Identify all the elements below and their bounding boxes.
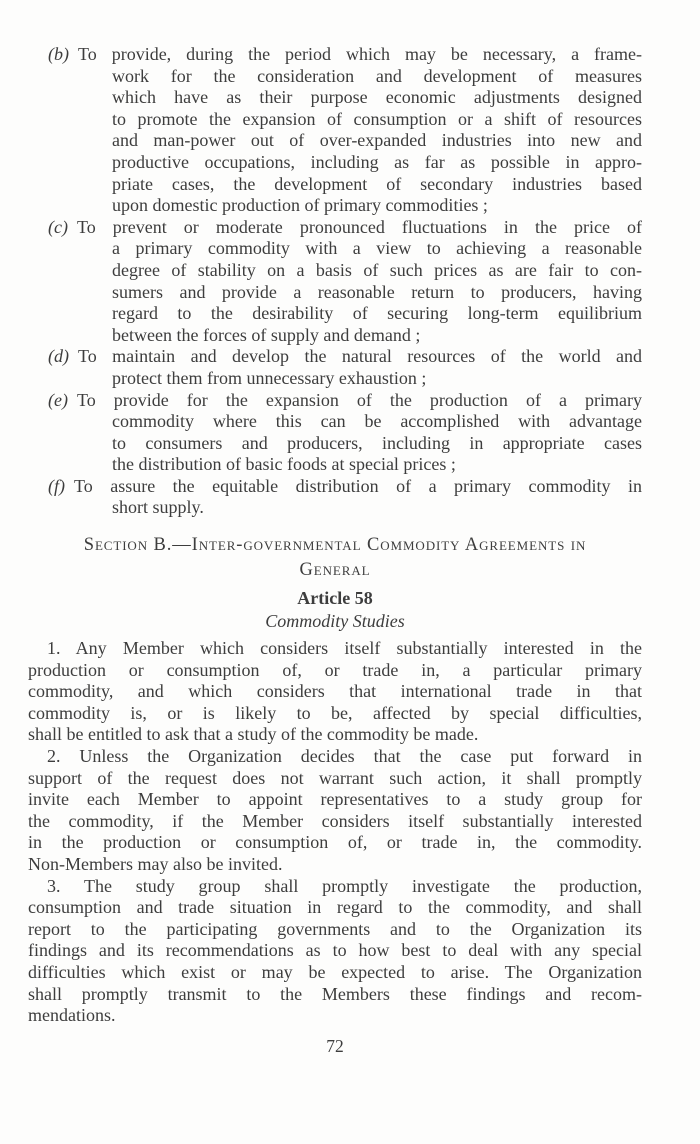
section-heading — [28, 533, 642, 583]
text-line: protect them from unnecessary exhaustion ; — [112, 367, 427, 388]
clause-text: To provide for the expansion of the production of a primary — [76, 389, 642, 410]
text-line: 3. The study group shall promptly investigate the production, — [47, 875, 642, 896]
text-line: to consumers and producers, including in appropriate cases — [112, 432, 642, 453]
text-line: short supply. — [112, 497, 204, 518]
text-line: commodity, and which considers that international trade in that — [28, 681, 642, 702]
text-line: invite each Member to appoint representatives to a study group for — [28, 789, 642, 810]
clause-label: (f) — [48, 475, 65, 496]
page-number: 72 — [326, 1035, 344, 1056]
text-line: upon domestic production of primary commodities ; — [112, 195, 488, 216]
clause-text: To prevent or moderate pronounced fluctuations in the price of — [76, 216, 642, 237]
clause-label: (e) — [48, 389, 68, 410]
text-line: a primary commodity with a view to achieving a reasonable — [112, 238, 642, 259]
text-line: consumption and trade situation in regard to the commodity, and shall — [28, 897, 642, 918]
clause-item — [48, 390, 642, 476]
paragraphs — [28, 638, 642, 1027]
text-line: commodity where this can be accomplished with advantage — [112, 411, 642, 432]
text-line: mendations. — [28, 1005, 116, 1026]
text-line: to promote the expansion of consumption or a shift of resources — [112, 108, 642, 129]
text-line: the distribution of basic foods at special prices ; — [112, 454, 456, 475]
clause-item — [48, 346, 642, 389]
paragraph-2 — [28, 746, 642, 876]
text-line: report to the participating governments and to the Organization its — [28, 918, 642, 939]
text-line: sumers and provide a reasonable return to producers, having — [112, 281, 642, 302]
text-line — [48, 476, 642, 498]
clause-label: (d) — [48, 346, 69, 367]
clause-text: To maintain and develop the natural resources of the world and — [78, 346, 642, 367]
text-line: degree of stability on a basis of such prices as are fair to con- — [112, 259, 642, 280]
paragraph-1 — [28, 638, 642, 746]
text-line: difficulties which exist or may be expected to arise. The Organization — [28, 961, 642, 982]
clause-item — [48, 217, 642, 347]
text-line: production or consumption of, or trade in, a particular primary — [28, 659, 642, 680]
text-line: priate cases, the development of secondary industries based — [112, 173, 642, 194]
text-line: 2. Unless the Organization decides that the case put forward in — [47, 746, 642, 767]
clause-item — [48, 44, 642, 217]
clause-text: To provide, during the period which may be necessary, a frame- — [78, 44, 642, 64]
paragraph-3 — [28, 876, 642, 1027]
text-line: shall be entitled to ask that a study of the commodity be made. — [28, 724, 479, 745]
text-line: productive occupations, including as far as possible in appro- — [112, 151, 642, 172]
clause-label: (c) — [48, 216, 68, 237]
text-line: between the forces of supply and demand ; — [112, 324, 421, 345]
text-line — [48, 44, 642, 66]
text-line: Non-Members may also be invited. — [28, 854, 283, 874]
clause-text: To assure the equitable distribution of a primary commodity in — [74, 475, 642, 496]
text-line: work for the consideration and development of measures — [112, 65, 642, 86]
article-title: Commodity Studies — [265, 611, 405, 632]
section-heading-line-2: General — [299, 560, 371, 581]
text-line: the commodity, if the Member considers itself substantially interested — [28, 810, 642, 831]
text-line: and man-power out of over-expanded industries into new and — [112, 130, 642, 151]
text-line: 1. Any Member which considers itself substantially interested in the — [47, 638, 642, 659]
text-line — [48, 390, 642, 412]
article-number: Article 58 — [297, 588, 373, 609]
text-line: support of the request does not warrant such action, it shall promptly — [28, 767, 642, 788]
text-line: commodity is, or is likely to be, affected by special difficulties, — [28, 702, 642, 723]
clause-list — [28, 44, 642, 519]
text-line: in the production or consumption of, or trade in, the commodity. — [28, 832, 642, 853]
clause-label: (b) — [48, 44, 69, 64]
text-line — [48, 346, 642, 368]
text-line — [48, 217, 642, 239]
text-line: regard to the desirability of securing long-term equilibrium — [112, 303, 642, 324]
text-line: which have as their purpose economic adjustments designed — [112, 87, 642, 108]
clause-item — [48, 476, 642, 519]
text-line: shall promptly transmit to the Members these findings and recom- — [28, 983, 642, 1004]
text-line: findings and its recommendations as to how best to deal with any special — [28, 940, 642, 961]
section-heading-line-1: Section B.—Inter-governmental Commodity Agreements in — [83, 535, 587, 556]
